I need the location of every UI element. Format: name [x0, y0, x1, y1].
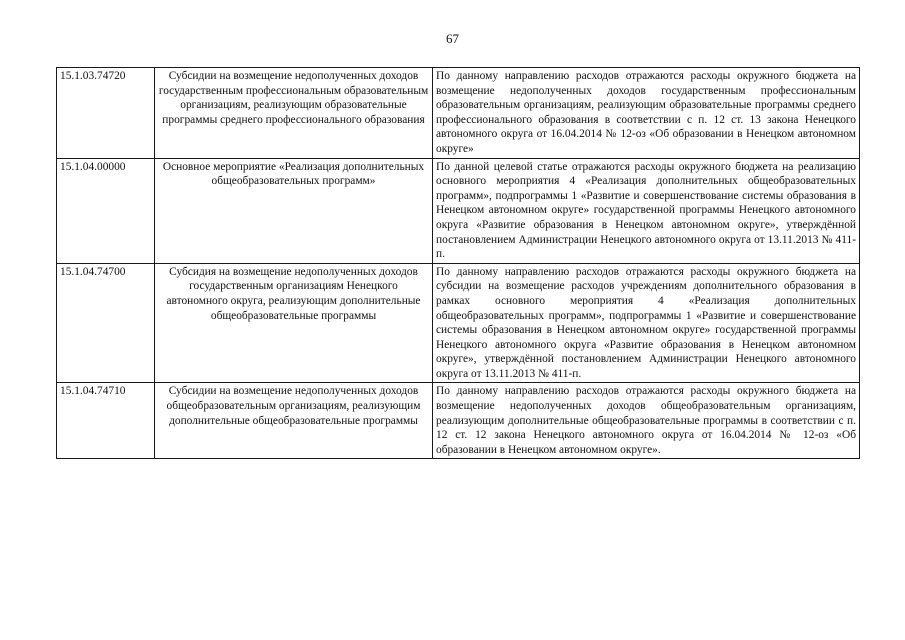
table-row — [57, 158, 860, 263]
target-code-cell: 15.1.04.74710 — [57, 383, 155, 459]
target-description-cell: По данному направлению расходов отражаются расходы окружного бюджета на возмещение недополученных доходов государственным профессиональным образовательным организациям, реализующим образовательные программы среднего профессионального образования в соответствии с п. 12 ст. 13 закона Ненецкого автономного округа от 16.04.2014 № 12-оз «Об образовании в Ненецком автономном округе» — [433, 68, 860, 159]
target-code-cell: 15.1.04.00000 — [57, 158, 155, 263]
target-code-cell: 15.1.04.74700 — [57, 263, 155, 383]
target-code-cell: 15.1.03.74720 — [57, 68, 155, 159]
target-description-cell: По данному направлению расходов отражаются расходы окружного бюджета на субсидии на возмещение расходов учреждениям дополнительного образования в рамках основного мероприятия 4 «Реализация дополнительных общеобразовательных программ», подпрограммы 1 «Развитие и совершенствование системы образования в Ненецком автономном округе» государственной программы Ненецкого автономного округа «Развитие образования в Ненецком автономном округе», утверждённой постановлением Администрации Ненецкого автономного округа от 13.11.2013 № 411-п. — [433, 263, 860, 383]
table-row — [57, 263, 860, 383]
target-name-cell: Субсидия на возмещение недополученных доходов государственным организациям Ненецкого автономного округа, реализующим дополнительные общеобразовательные программы — [155, 263, 433, 383]
target-description-cell: По данной целевой статье отражаются расходы окружного бюджета на реализацию основного мероприятия 4 «Реализация дополнительных общеобразовательных программ», подпрограммы 1 «Развитие и совершенствование системы образования в Ненецком автономном округе» государственной программы Ненецкого автономного округа «Развитие образования в Ненецком автономном округе», утверждённой постановлением Администрации Ненецкого автономного округа от 13.11.2013 № 411-п. — [433, 158, 860, 263]
target-name-cell: Основное мероприятие «Реализация дополнительных общеобразовательных программ» — [155, 158, 433, 263]
budget-classification-table — [56, 67, 860, 459]
table-row — [57, 68, 860, 159]
target-description-cell: По данному направлению расходов отражаются расходы окружного бюджета на возмещение недополученных доходов общеобразовательным организациям, реализующим дополнительные общеобразовательные программы в соответствии с п. 12 ст. 12 закона Ненецкого автономного округа от 16.04.2014 № 12-оз «Об образовании в Ненецком автономном округе». — [433, 383, 860, 459]
target-name-cell: Субсидии на возмещение недополученных доходов государственным профессиональным образовательным организациям, реализующим образовательные программы среднего профессионального образования — [155, 68, 433, 159]
table-row — [57, 383, 860, 459]
page-number: 67 — [446, 31, 459, 46]
target-name-cell: Субсидии на возмещение недополученных доходов общеобразовательным организациям, реализующим дополнительные общеобразовательные программы — [155, 383, 433, 459]
